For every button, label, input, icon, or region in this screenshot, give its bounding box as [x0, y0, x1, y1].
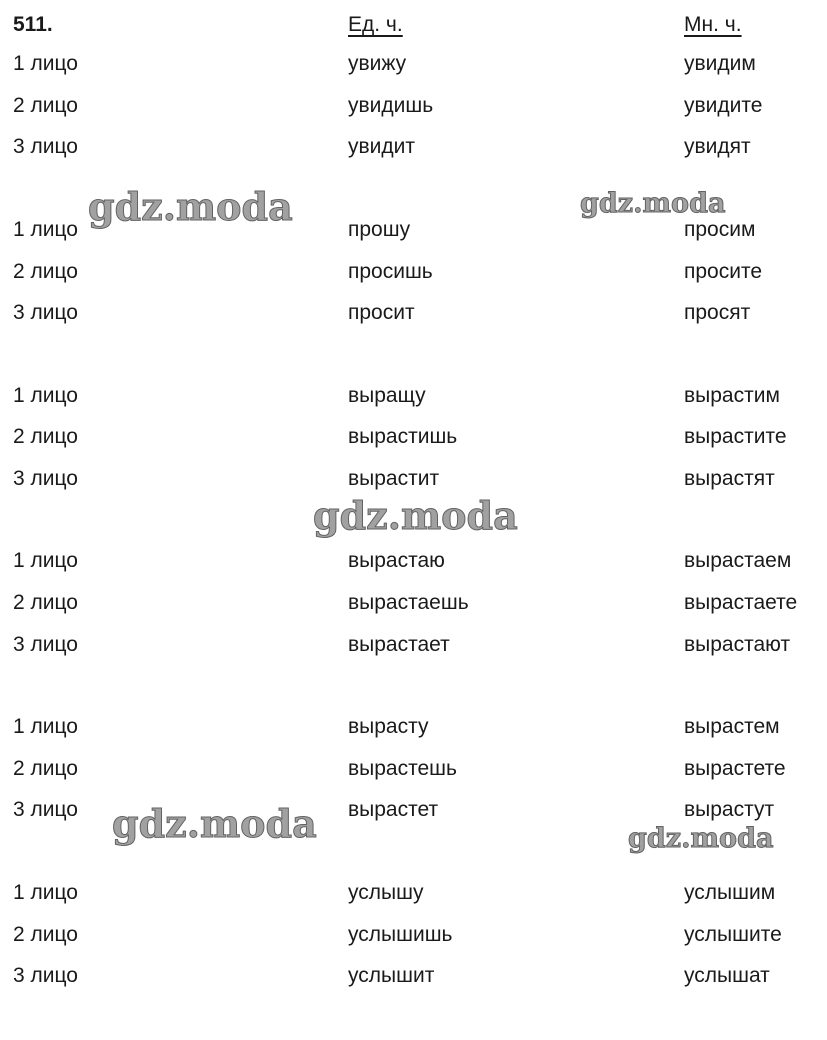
plural-form: просим — [684, 218, 756, 241]
plural-form: просите — [684, 260, 763, 283]
singular-form: выращу — [348, 384, 426, 407]
plural-form: просят — [684, 301, 751, 324]
plural-form: услышите — [684, 923, 782, 946]
person-label: 3 лицо — [13, 301, 78, 324]
table-row — [0, 422, 827, 452]
plural-form: вырастите — [684, 425, 787, 448]
singular-form: вырастет — [348, 798, 439, 821]
person-label: 2 лицо — [13, 425, 78, 448]
singular-form: увидишь — [348, 94, 434, 117]
person-label: 3 лицо — [13, 467, 78, 490]
table-row — [0, 381, 827, 411]
singular-form: вырастит — [348, 467, 440, 490]
table-row — [0, 298, 827, 328]
person-label: 1 лицо — [13, 715, 78, 738]
plural-form: вырастут — [684, 798, 775, 821]
table-row — [0, 712, 827, 742]
plural-form: вырастем — [684, 715, 780, 738]
singular-form: вырастишь — [348, 425, 458, 448]
table-row — [0, 464, 827, 494]
singular-form: услышу — [348, 881, 424, 904]
person-label: 1 лицо — [13, 549, 78, 572]
person-label: 3 лицо — [13, 964, 78, 987]
singular-form: просишь — [348, 260, 433, 283]
person-label: 1 лицо — [13, 881, 78, 904]
person-label: 3 лицо — [13, 633, 78, 656]
table-row — [0, 961, 827, 991]
person-label: 1 лицо — [13, 52, 78, 75]
plural-form: увидим — [684, 52, 756, 75]
person-label: 2 лицо — [13, 94, 78, 117]
table-row — [0, 754, 827, 784]
table-row — [0, 91, 827, 121]
header-row — [0, 10, 827, 40]
singular-form: вырастаешь — [348, 591, 469, 614]
watermark-logo: gdz.moda — [88, 184, 293, 229]
watermark-logo: gdz.moda — [313, 493, 518, 538]
singular-form: вырастаю — [348, 549, 445, 572]
singular-form: вырастает — [348, 633, 450, 656]
singular-form: вырастешь — [348, 757, 457, 780]
watermark-logo: gdz.moda — [628, 823, 774, 854]
person-label: 1 лицо — [13, 218, 78, 241]
plural-form: увидите — [684, 94, 763, 117]
plural-header: Мн. ч. — [684, 13, 742, 36]
watermark-logo: gdz.moda — [112, 801, 317, 846]
plural-form: вырастаем — [684, 549, 792, 572]
plural-form: вырастят — [684, 467, 775, 490]
plural-form: вырастете — [684, 757, 786, 780]
table-row — [0, 588, 827, 618]
table-row — [0, 920, 827, 950]
person-label: 3 лицо — [13, 135, 78, 158]
person-label: 2 лицо — [13, 591, 78, 614]
singular-form: увидит — [348, 135, 415, 158]
singular-form: услышит — [348, 964, 435, 987]
table-row — [0, 49, 827, 79]
plural-form: услышат — [684, 964, 770, 987]
plural-form: вырастим — [684, 384, 780, 407]
singular-form: прошу — [348, 218, 411, 241]
person-label: 3 лицо — [13, 798, 78, 821]
table-row — [0, 546, 827, 576]
plural-form: вырастают — [684, 633, 791, 656]
table-row — [0, 630, 827, 660]
plural-form: вырастаете — [684, 591, 798, 614]
singular-form: увижу — [348, 52, 407, 75]
person-label: 2 лицо — [13, 260, 78, 283]
singular-form: просит — [348, 301, 415, 324]
table-row — [0, 878, 827, 908]
singular-header: Ед. ч. — [348, 13, 403, 36]
exercise-number: 511. — [13, 13, 53, 36]
singular-form: вырасту — [348, 715, 429, 738]
plural-form: услышим — [684, 881, 776, 904]
person-label: 2 лицо — [13, 923, 78, 946]
person-label: 1 лицо — [13, 384, 78, 407]
person-label: 2 лицо — [13, 757, 78, 780]
table-row — [0, 257, 827, 287]
table-row — [0, 132, 827, 162]
watermark-logo: gdz.moda — [580, 188, 726, 219]
singular-form: услышишь — [348, 923, 453, 946]
plural-form: увидят — [684, 135, 751, 158]
